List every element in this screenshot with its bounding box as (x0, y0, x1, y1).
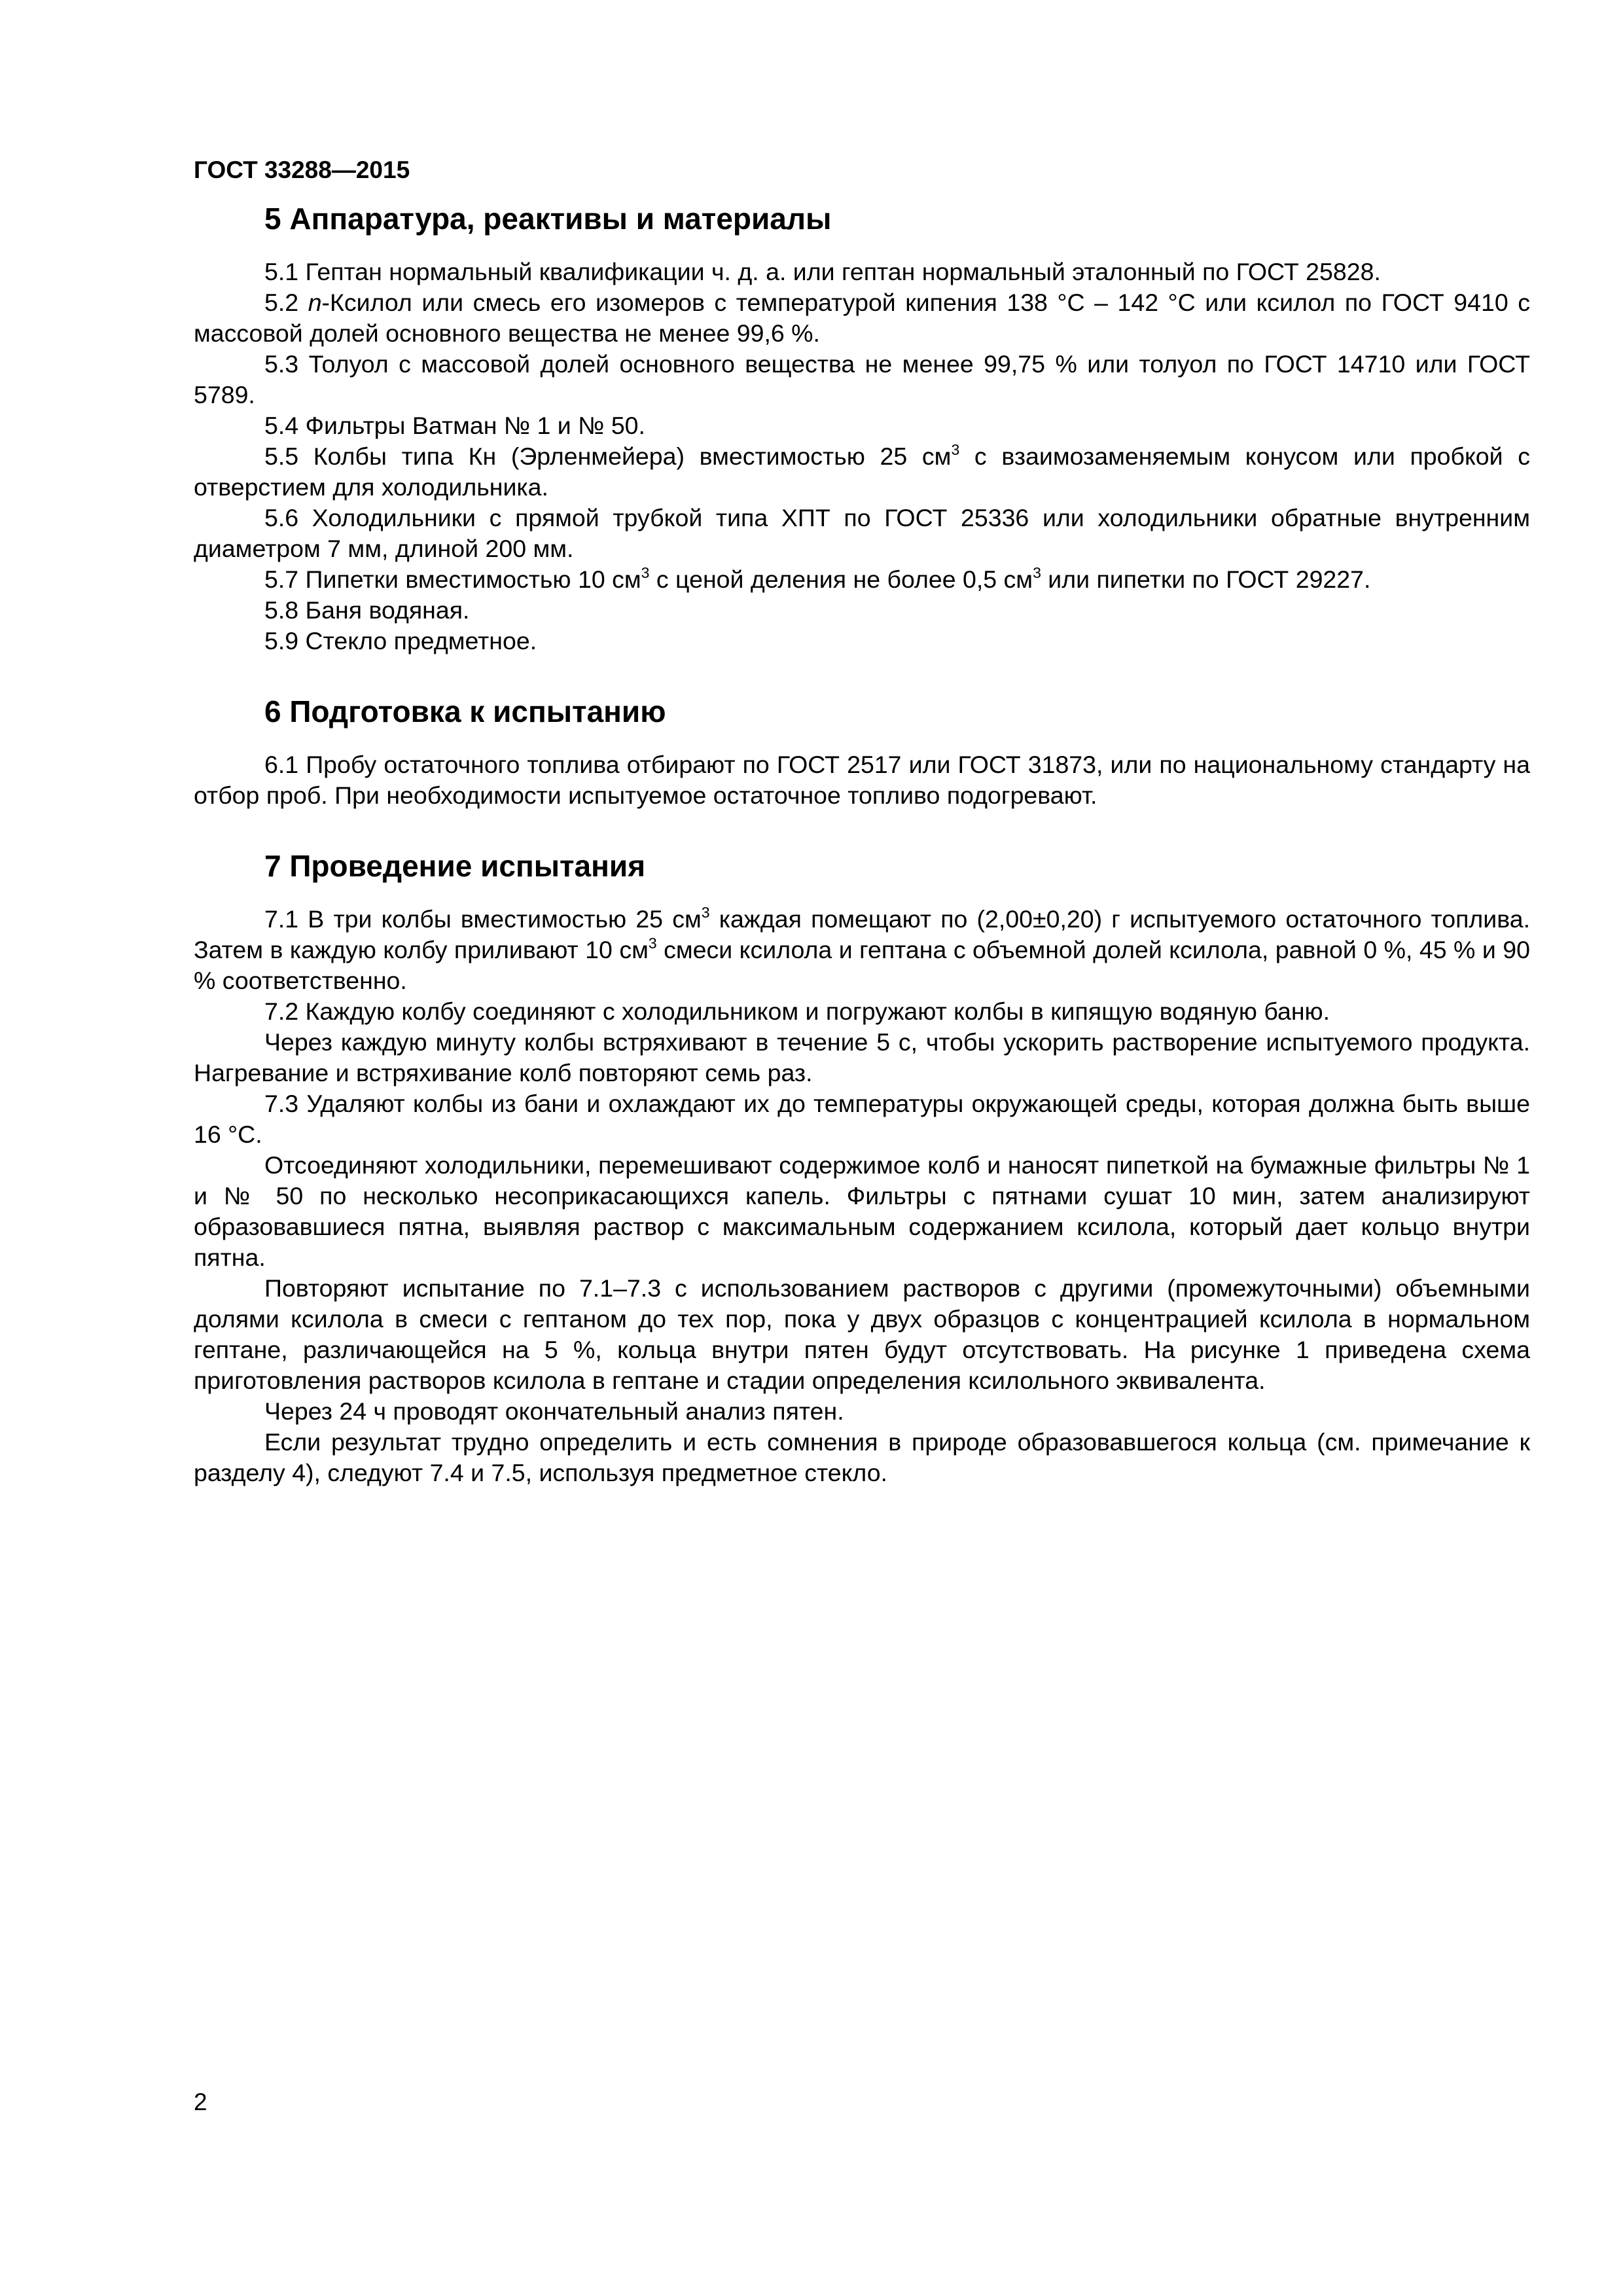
clause-7-1-superscript-2: 3 (648, 935, 657, 952)
clause-5-8: 5.8 Баня водяная. (264, 596, 470, 624)
clause-5-1: 5.1 Гептан нормальный квалификации ч. д. а. или гептан нормальный эталонный по ГОСТ 25828. (264, 258, 1381, 285)
page-number: 2 (194, 2089, 207, 2115)
clause-5-7-text-c: или пипетки по ГОСТ 29227. (1041, 565, 1371, 593)
clause-5-7-text-b: с ценой деления не более 0,5 см (649, 565, 1033, 593)
section-7-title: 7 Проведение испытания (264, 849, 646, 883)
clause-5-2-italic: n (308, 289, 322, 316)
clause-7-3-final-analysis: Через 24 ч проводят окончательный анализ пятен. (264, 1397, 844, 1425)
clause-7-1 (194, 904, 1530, 996)
section-5-title: 5 Аппаратура, реактивы и материалы (264, 202, 832, 236)
clause-5-5-superscript: 3 (951, 441, 960, 458)
clause-5-5-text-a: 5.5 Колбы типа Кн (Эрленмейера) вместимостью 25 см (264, 442, 952, 470)
clause-5-5-text-b: с взаимозаменяемым конусом или пробкой с отверстием для холодильника. (194, 442, 1531, 501)
clause-5-2-text: -Ксилол или смесь его изомеров с температурой кипения 138 °С – 142 °С или ксилол по ГОСТ 9410 с массовой долей основного вещества не менее 99,6 %. (194, 289, 1530, 347)
clause-7-3-doubt: Если результат трудно определить и есть сомнения в природе образовавшегося кольца (см. примечание к разделу 4), следуют 7.4 и 7.5, используя предметное стекло. (194, 1428, 1530, 1486)
clause-7-2-shaking: Через каждую минуту колбы встряхивают в течение 5 с, чтобы ускорить растворение испытуемого продукта. Нагревание и встряхивание колб повторяют семь раз. (194, 1028, 1530, 1086)
clause-7-1-text-a: 7.1 В три колбы вместимостью 25 см (264, 905, 702, 933)
clause-5-7-superscript-1: 3 (641, 564, 650, 581)
clause-7-3-filters: Отсоединяют холодильники, перемешивают содержимое колб и наносят пипеткой на бумажные фильтры № 1 и № 50 по несколько несоприкасающихся капель. Фильтры с пятнами сушат 10 мин, затем анализируют образовавшиеся пятна, выявляя раствор с максимальным содержанием ксилола, который дает кольцо внутри пятна. (194, 1151, 1530, 1271)
clause-5-2-number: 5.2 (264, 289, 308, 316)
clause-7-1-text-c: смеси ксилола и гептана с объемной долей ксилола, равной 0 %, 45 % и 90 % соответственно. (194, 936, 1530, 994)
clause-7-2: 7.2 Каждую колбу соединяют с холодильником и погружают колбы в кипящую водяную баню. (264, 997, 1330, 1025)
clause-7-3: 7.3 Удаляют колбы из бани и охлаждают их до температуры окружающей среды, которая должна быть выше 16 °С. (194, 1090, 1530, 1148)
clause-5-6: 5.6 Холодильники с прямой трубкой типа ХПТ по ГОСТ 25336 или холодильники обратные внутренним диаметром 7 мм, длиной 200 мм. (194, 504, 1530, 562)
clause-5-3: 5.3 Толуол с массовой долей основного вещества не менее 99,75 % или толуол по ГОСТ 14710 или ГОСТ 5789. (194, 350, 1530, 408)
clause-7-3-repeat: Повторяют испытание по 7.1–7.3 с использованием растворов с другими (промежуточными) объемными долями ксилола в смеси с гептаном до тех пор, пока у двух образцов с концентрацией ксилола в нормальном гептане, различающейся на 5 %, кольца внутри пятен будут отсутствовать. На рисунке 1 приведена схема приготовления растворов ксилола в гептане и стадии определения ксилольного эквивалента. (194, 1274, 1530, 1394)
document-body (194, 200, 1530, 1488)
document-code: ГОСТ 33288—2015 (194, 156, 410, 183)
clause-6-1: 6.1 Пробу остаточного топлива отбирают по ГОСТ 2517 или ГОСТ 31873, или по национальному стандарту на отбор проб. При необходимости испытуемое остаточное топливо подогревают. (194, 751, 1530, 809)
clause-7-1-superscript-1: 3 (701, 904, 710, 921)
clause-5-5 (194, 441, 1530, 503)
clause-5-7-superscript-2: 3 (1033, 564, 1041, 581)
clause-5-7 (194, 564, 1530, 595)
section-6-title: 6 Подготовка к испытанию (264, 694, 666, 728)
clause-5-2 (194, 287, 1530, 349)
clause-5-7-text-a: 5.7 Пипетки вместимостью 10 см (264, 565, 641, 593)
clause-5-9: 5.9 Стекло предметное. (264, 627, 537, 655)
clause-5-4: 5.4 Фильтры Ватман № 1 и № 50. (264, 412, 645, 439)
clause-7-1-text-b: каждая помещают по (2,00±0,20) г испытуемого остаточного топлива. Затем в каждую колбу приливают 10 см (194, 905, 1530, 963)
